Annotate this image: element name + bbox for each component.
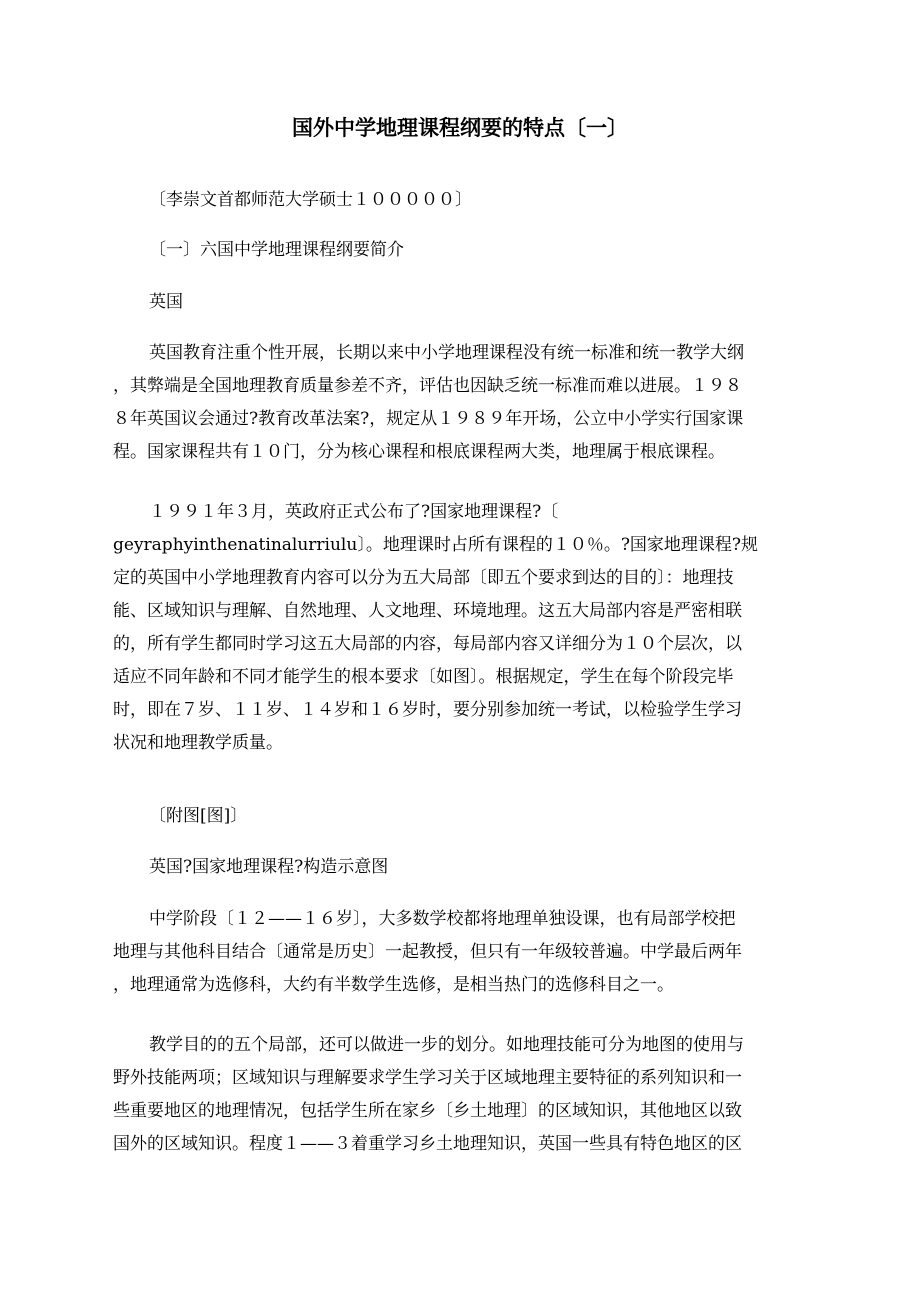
paragraph-line: ８年英国议会通过?教育改革法案?，规定从１９８９年开场，公立中小学实行国家课 [113, 409, 744, 429]
author-line: 〔李崇文首都师范大学硕士１０００００〕 [149, 190, 472, 210]
paragraph-line: 时，即在７岁、１１岁、１４岁和１６岁时，要分别参加统一考试，以检验学生学习 [113, 700, 742, 720]
figure-caption: 英国?国家地理课程?构造示意图 [149, 857, 389, 877]
paragraph-line: 中学阶段〔１２——１６岁〕，大多数学校都将地理单独设课，也有局部学校把 [149, 909, 736, 929]
paragraph-line: 程。国家课程共有１０门，分为核心课程和根底课程两大类，地理属于根底课程。 [113, 442, 725, 462]
paragraph-line: 状况和地理教学质量。 [113, 733, 283, 753]
paragraph-line: 能、区域知识与理解、自然地理、人文地理、环境地理。这五大局部内容是严密相联 [113, 601, 742, 621]
section-heading: 〔一〕六国中学地理课程纲要简介 [149, 240, 404, 260]
paragraph-line: 野外技能两项；区域知识与理解要求学生学习关于区域地理主要特征的系列知识和一 [113, 1068, 742, 1088]
paragraph-line: 适应不同年龄和不同才能学生的根本要求〔如图〕。根据规定，学生在每个阶段完毕 [113, 667, 734, 687]
paragraph-line: １９９１年３月，英政府正式公布了?国家地理课程?〔 [149, 502, 559, 522]
paragraph-line: ，其弊端是全国地理教育质量参差不齐，评估也因缺乏统一标准而难以进展。１９８ [113, 376, 742, 396]
figure-reference: 〔附图[图]〕 [149, 806, 248, 826]
paragraph-line: 地理与其他科目结合〔通常是历史〕一起教授，但只有一年级较普遍。中学最后两年 [113, 942, 742, 962]
paragraph-line: 定的英国中小学地理教育内容可以分为五大局部〔即五个要求到达的目的〕：地理技 [113, 568, 734, 588]
paragraph-line: 国外的区域知识。程度１——３着重学习乡土地理知识，英国一些具有特色地区的区 [113, 1134, 742, 1154]
subheading-uk: 英国 [149, 292, 183, 312]
paragraph-line: geyraphyinthenatinalurriulu〕。地理课时占所有课程的１０％。?国家地理课程?规 [113, 535, 759, 555]
paragraph-line: 些重要地区的地理情况，包括学生所在家乡〔乡土地理〕的区域知识，其他地区以致 [113, 1101, 742, 1121]
paragraph-line: 英国教育注重个性开展，长期以来中小学地理课程没有统一标准和统一教学大纲 [149, 343, 744, 363]
paragraph-line: ，地理通常为选修科，大约有半数学生选修，是相当热门的选修科目之一。 [113, 975, 674, 995]
paragraph-line: 的，所有学生都同时学习这五大局部的内容，每局部内容又详细分为１０个层次，以 [113, 634, 742, 654]
paragraph-line: 教学目的的五个局部，还可以做进一步的划分。如地理技能可分为地图的使用与 [149, 1035, 744, 1055]
document-title: 国外中学地理课程纲要的特点〔一〕 [292, 115, 628, 140]
